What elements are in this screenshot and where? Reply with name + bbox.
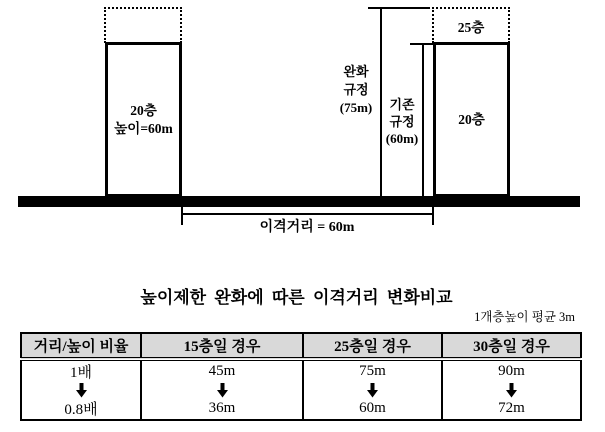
value-cell: 75m (303, 359, 442, 382)
separation-right-tick (432, 196, 434, 225)
down-arrow-icon (75, 383, 88, 398)
relaxed-rule-label (330, 63, 382, 117)
arrow-cell (141, 382, 303, 398)
header-cell-15f: 15층일 경우 (141, 333, 303, 359)
left-building-extension-outline (104, 7, 182, 43)
arrow-row (21, 382, 581, 398)
table-title: 높이제한 완화에 따른 이격거리 변화비교 (140, 288, 453, 307)
arrow-cell (303, 382, 442, 398)
after-row (21, 398, 581, 420)
existing-rule-line2: 규정 (389, 114, 415, 129)
separation-label: 이격거리 = 60m (259, 220, 355, 235)
value-cell: 36m (141, 398, 303, 420)
down-arrow-icon (366, 383, 379, 398)
value-cell: 72m (442, 398, 581, 420)
right-building-floors: 20층 (458, 111, 485, 127)
existing-rule-line3: (60m) (385, 131, 419, 146)
right-building (433, 42, 510, 197)
right-extension-floors: 25층 (457, 20, 485, 35)
value-cell: 0.8배 (21, 398, 141, 420)
right-building-extension-outline (432, 7, 510, 43)
existing-rule-label (380, 96, 424, 147)
left-building (105, 42, 182, 197)
relaxed-rule-dimension-top-line (368, 7, 430, 9)
down-arrow-icon (216, 383, 229, 398)
down-arrow-icon (505, 383, 518, 398)
left-building-floors: 20층 (130, 102, 157, 118)
relaxed-rule-line1: 완화 (343, 64, 369, 79)
left-building-label (114, 102, 173, 138)
header-row (21, 333, 581, 359)
left-building-height: 높이=60m (114, 120, 173, 136)
value-cell: 45m (141, 359, 303, 382)
existing-rule-line1: 기존 (389, 97, 415, 112)
comparison-table (20, 332, 582, 421)
arrow-cell (442, 382, 581, 398)
separation-left-tick (181, 196, 183, 225)
value-cell: 1배 (21, 359, 141, 382)
arrow-cell (21, 382, 141, 398)
before-row (21, 359, 581, 382)
relaxed-rule-line3: (75m) (339, 100, 373, 115)
header-cell-30f: 30층일 경우 (442, 333, 581, 359)
ground-line (18, 196, 580, 207)
relaxed-rule-line2: 규정 (343, 82, 369, 97)
table-note: 1개층높이 평균 3m (474, 310, 575, 324)
separation-dimension-line (181, 213, 434, 215)
value-cell: 90m (442, 359, 581, 382)
header-cell-ratio: 거리/높이 비율 (21, 333, 141, 359)
header-cell-25f: 25층일 경우 (303, 333, 442, 359)
value-cell: 60m (303, 398, 442, 420)
